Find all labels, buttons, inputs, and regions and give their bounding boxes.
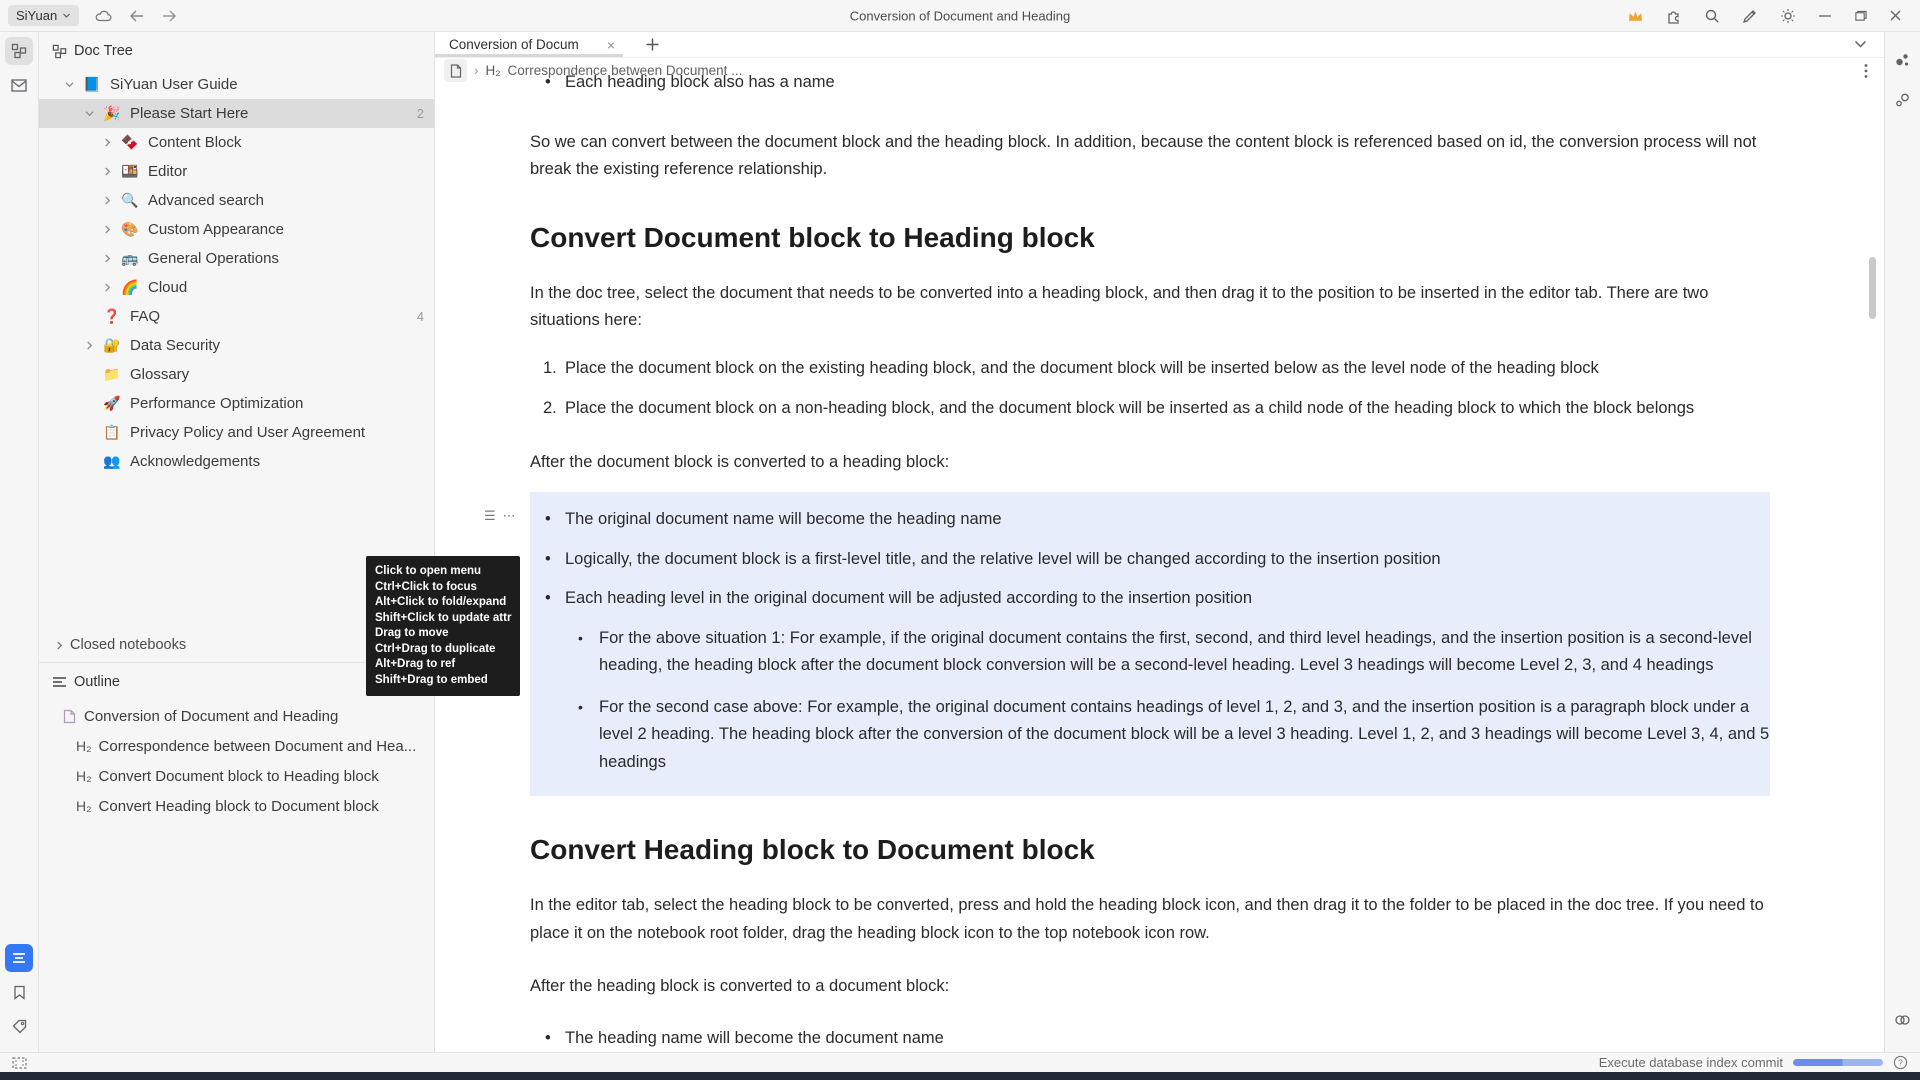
outline-item-h2[interactable]: H₂ Convert Heading block to Document block: [76, 797, 379, 815]
app-menu-label: SiYuan: [16, 8, 58, 23]
breadcrumb-h2-tag: H₂: [485, 63, 501, 79]
tree-item-data-security[interactable]: 🔐 Data Security: [39, 331, 434, 360]
chevron-collapsed-icon[interactable]: [99, 222, 115, 238]
block-gutter[interactable]: [484, 502, 516, 530]
maximize-icon[interactable]: [1854, 10, 1867, 22]
chevron-collapsed-icon[interactable]: [99, 251, 115, 267]
chevron-down-icon: [62, 11, 71, 20]
chevron-collapsed-icon[interactable]: [99, 164, 115, 180]
left-dock: [0, 32, 39, 1052]
h2-tag: H₂: [76, 738, 92, 754]
nested-list: [530, 625, 1770, 777]
list-item[interactable]: • For the second case above: For example, the original document contains headings of level 1, 2, and 3, and the insertion position is a paragraph block under a level 2 heading. The heading block after the conversion of the document block will be a level 3 heading. Level 1, 2, and 3 headings will become Level 3, 4, and 5 headings: [530, 694, 1770, 777]
new-tab-button[interactable]: [645, 37, 660, 52]
selected-list-block[interactable]: [484, 492, 1770, 796]
breadcrumb-separator: ›: [474, 63, 479, 79]
chevron-collapsed-icon[interactable]: [99, 280, 115, 296]
plugin-icon[interactable]: [1666, 8, 1682, 24]
minimize-icon[interactable]: [1818, 10, 1832, 22]
h2-tag: H₂: [76, 768, 92, 784]
list-item[interactable]: • The original document name will become the heading name: [530, 506, 1770, 534]
bookmark-dock-icon[interactable]: [5, 978, 33, 1006]
list-item[interactable]: • Logically, the document block is a first-level title, and the relative level will be changed according to the insertion position: [530, 546, 1770, 574]
editor-pane: [435, 32, 1884, 1052]
backlinks-dock-icon[interactable]: [1889, 1006, 1917, 1034]
palette-icon: 🎨: [121, 221, 139, 237]
tab-bar: [435, 32, 1884, 58]
chevron-right-icon: [55, 641, 64, 650]
paragraph[interactable]: After the document block is converted to a heading block:: [530, 452, 950, 471]
doc-count-badge: 4: [416, 309, 424, 324]
tree-item-editor[interactable]: 🍱 Editor: [39, 157, 434, 186]
party-popper-icon: 🎉: [103, 105, 121, 121]
outline-item-h2[interactable]: H₂ Convert Document block to Heading block: [76, 767, 379, 785]
editor-content[interactable]: [435, 73, 1884, 1052]
titlebar: [0, 0, 1920, 32]
chevron-spacer: [81, 309, 97, 325]
chevron-collapsed-icon[interactable]: [81, 338, 97, 354]
right-dock: [1884, 32, 1920, 1052]
rainbow-icon: 🌈: [121, 279, 139, 295]
status-message: Execute database index commit: [1598, 1055, 1783, 1070]
tree-item-privacy-policy[interactable]: 📋 Privacy Policy and User Agreement: [39, 418, 434, 447]
tab-close-icon[interactable]: ×: [606, 36, 615, 53]
chevron-spacer: [81, 454, 97, 470]
tree-item-advanced-search[interactable]: 🔍 Advanced search: [39, 186, 434, 215]
list-item[interactable]: • Each heading level in the original document will be adjusted according to the insertion position: [530, 585, 1770, 613]
tree-item-siyuan-user-guide[interactable]: 📘 SiYuan User Guide: [39, 70, 434, 99]
edit-mode-icon[interactable]: [1742, 8, 1758, 24]
folder-icon: 📁: [103, 366, 121, 382]
editor-scrollbar-thumb[interactable]: [1869, 257, 1876, 319]
question-icon: ❓: [103, 308, 121, 324]
svg-text:?: ?: [1898, 1057, 1903, 1068]
list-item[interactable]: • For the above situation 1: For example, if the original document contains the first, second, and third level headings, and the insertion position is a second-level heading, the heading block after the document block conversion will be a second-level heading. Level 3 headings will become Level 2, 3, and 4 headings: [530, 625, 1770, 680]
tree-item-content-block[interactable]: 🍫 Content Block: [39, 128, 434, 157]
chevron-expanded-icon[interactable]: [81, 106, 97, 122]
doc-count-badge: 2: [416, 106, 424, 121]
chevron-expanded-icon[interactable]: [61, 77, 77, 93]
paragraph[interactable]: After the heading block is converted to a document block:: [530, 977, 950, 995]
ordered-list: [530, 355, 1770, 423]
chocolate-icon: 🍫: [121, 134, 139, 150]
block-handle-icon[interactable]: ⋯: [502, 508, 516, 523]
document-icon: [63, 709, 76, 724]
outline-item-h2[interactable]: H₂ Correspondence between Document and Hea...: [76, 737, 417, 755]
chevron-spacer: [81, 367, 97, 383]
tree-item-faq[interactable]: ❓ FAQ 4: [39, 302, 434, 331]
doc-tree-dock-icon[interactable]: [5, 37, 33, 65]
theme-sun-icon[interactable]: [1780, 8, 1796, 24]
workspace-icon[interactable]: [12, 1057, 27, 1069]
outline-panel: [39, 662, 434, 1052]
doc-tree: [39, 70, 434, 476]
list-item[interactable]: 1. Place the document block on the existing heading block, and the document block will be inserted below as the level node of the heading block: [543, 358, 1599, 377]
window-title: Conversion of Document and Heading: [849, 8, 1071, 23]
people-icon: 👥: [103, 453, 121, 469]
clipboard-icon: 📋: [103, 424, 121, 440]
chevron-spacer: [81, 425, 97, 441]
forward-icon[interactable]: [161, 9, 177, 23]
doc-tree-title: Doc Tree: [74, 43, 133, 59]
search-icon[interactable]: [1704, 8, 1720, 24]
inbox-dock-icon[interactable]: [5, 71, 33, 99]
list-block-icon[interactable]: ☰: [484, 508, 496, 523]
notebook-icon: 📘: [83, 76, 101, 92]
tab-list-chevron-icon[interactable]: [1854, 40, 1884, 49]
outline-dock-icon[interactable]: [5, 944, 33, 972]
bento-icon: 🍱: [121, 163, 139, 179]
outline-icon: [52, 676, 67, 689]
heading-convert-document-to-heading[interactable]: Convert Document block to Heading block: [530, 221, 1095, 253]
lock-icon: 🔐: [103, 337, 121, 353]
tree-item-acknowledgements[interactable]: 👥 Acknowledgements: [39, 447, 434, 476]
paragraph[interactable]: So we can convert between the document block and the heading block. In addition, because the content block is referenced based on id, the conversion process will not break the existing reference relationship.: [530, 132, 1757, 178]
app-menu-button[interactable]: [8, 5, 79, 26]
chevron-collapsed-icon[interactable]: [99, 193, 115, 209]
tree-item-custom-appearance[interactable]: 🎨 Custom Appearance: [39, 215, 434, 244]
index-progress-bar: [1793, 1059, 1883, 1066]
tag-dock-icon[interactable]: [5, 1012, 33, 1040]
magnifier-icon: 🔍: [121, 192, 139, 208]
tree-item-general-operations[interactable]: 🚌 General Operations: [39, 244, 434, 273]
global-graph-dock-icon[interactable]: [1889, 86, 1917, 114]
help-icon[interactable]: [1893, 1055, 1908, 1070]
rocket-icon: 🚀: [103, 395, 121, 411]
status-bar: [0, 1052, 1920, 1072]
doc-tree-icon: [52, 44, 67, 59]
outline-title: Outline: [74, 674, 120, 690]
h2-tag: H₂: [76, 798, 92, 814]
paragraph[interactable]: In the doc tree, select the document that needs to be converted into a heading block, and then drag it to the position to be inserted in the editor tab. There are two situations here:: [530, 283, 1709, 329]
tab-conversion-of-document[interactable]: Conversion of Docum ×: [435, 32, 623, 57]
outline-item-doc[interactable]: Conversion of Document and Heading: [39, 701, 434, 731]
document-icon[interactable]: [444, 59, 467, 82]
cloud-sync-icon[interactable]: [95, 9, 113, 23]
tree-item-glossary[interactable]: 📁 Glossary: [39, 360, 434, 389]
more-options-icon[interactable]: [1864, 63, 1884, 79]
graph-dock-icon[interactable]: [1889, 46, 1917, 74]
close-icon[interactable]: [1889, 9, 1902, 22]
tree-item-cloud[interactable]: 🌈 Cloud: [39, 273, 434, 302]
tree-item-please-start-here[interactable]: 🎉 Please Start Here 2: [39, 99, 434, 128]
list-item[interactable]: 2. Place the document block on a non-heading block, and the document block will be inserted as a child node of the heading block to which the block belongs: [543, 399, 1695, 417]
list-item[interactable]: • Each heading block also has a name: [530, 69, 1770, 97]
membership-crown-icon[interactable]: [1627, 9, 1644, 23]
breadcrumb-heading-label[interactable]: Correspondence between Document ...: [507, 63, 743, 79]
chevron-collapsed-icon[interactable]: [99, 135, 115, 151]
sidebar: [39, 32, 435, 1052]
list-item[interactable]: • The heading name will become the document name: [530, 1025, 1770, 1053]
bottom-strip: [0, 1072, 1920, 1080]
chevron-spacer: [81, 396, 97, 412]
paragraph[interactable]: In the editor tab, select the heading block to be converted, press and hold the heading block icon, and then drag it to the folder to be placed in the doc tree. If you need to place it on the notebook root folder, drag the heading block icon to the top notebook icon row.: [530, 896, 1764, 942]
tree-item-performance-optimization[interactable]: 🚀 Performance Optimization: [39, 389, 434, 418]
closed-notebooks-toggle[interactable]: Closed notebooks: [39, 628, 434, 662]
bus-icon: 🚌: [121, 250, 139, 266]
block-gutter-tooltip: Click to open menu Ctrl+Click to focus Alt+Click to fold/expand Shift+Click to update attr Drag to move Ctrl+Drag to duplicate Alt+Drag to ref Shift+Drag to embed: [366, 556, 520, 696]
heading-convert-heading-to-document[interactable]: Convert Heading block to Document block: [530, 834, 1095, 865]
back-icon[interactable]: [129, 9, 145, 23]
